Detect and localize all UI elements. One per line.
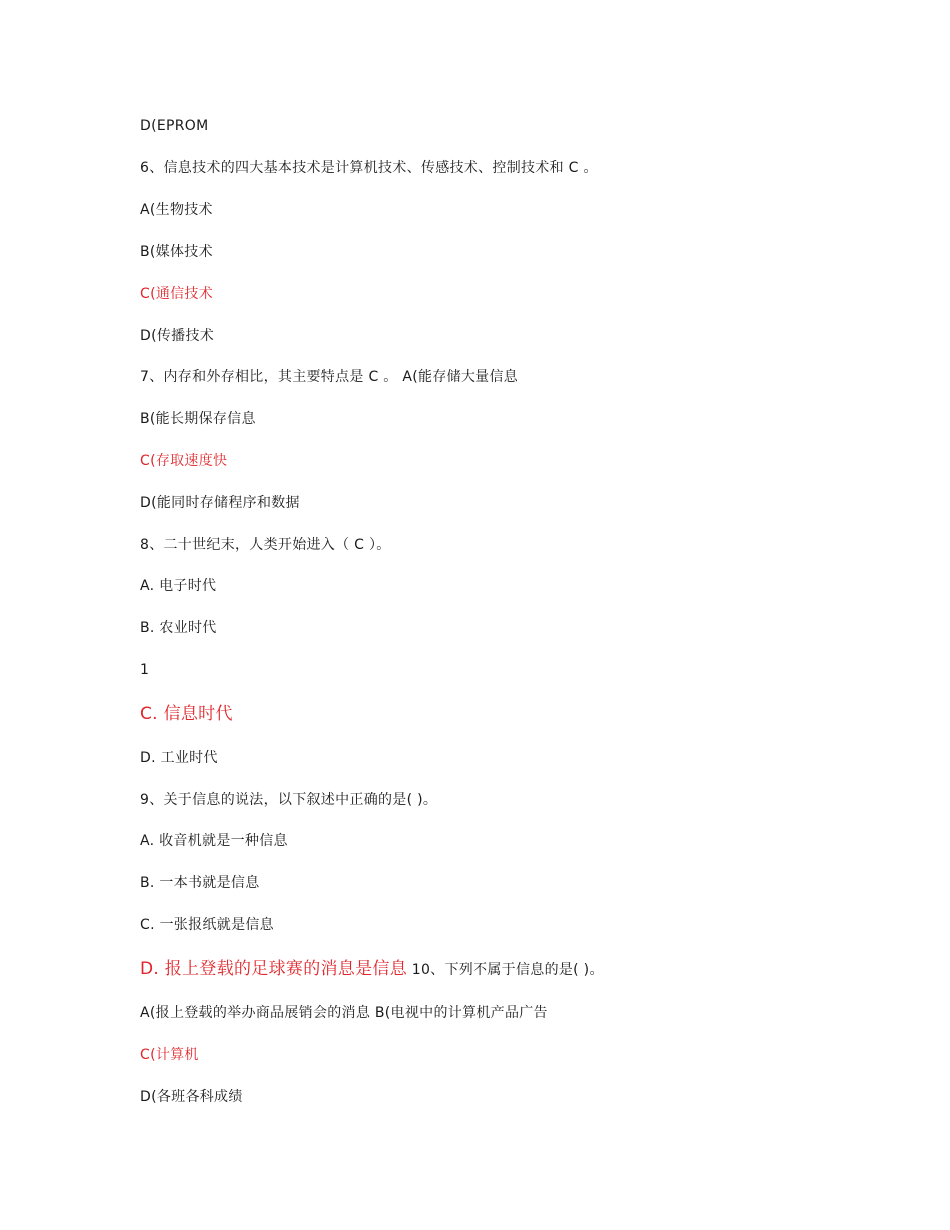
option-a-q8: A. 电子时代 xyxy=(140,578,217,594)
question-8: 8、二十世纪末，人类开始进入（ C ）。 xyxy=(140,537,391,553)
option-d-q5: D(EPROM xyxy=(140,118,209,134)
option-b-q7: B(能长期保存信息 xyxy=(140,411,256,427)
option-b-q6: B(媒体技术 xyxy=(140,244,213,260)
option-c-q7-answer: C(存取速度快 xyxy=(140,453,228,469)
option-b-q8: B. 农业时代 xyxy=(140,620,217,636)
question-6: 6、信息技术的四大基本技术是计算机技术、传感技术、控制技术和 C 。 xyxy=(140,160,598,176)
option-d-q9-answer: D. 报上登载的足球赛的消息是信息 xyxy=(140,959,407,979)
option-b-q9: B. 一本书就是信息 xyxy=(140,875,260,891)
option-d-q10: D(各班各科成绩 xyxy=(140,1089,243,1105)
option-a-q9: A. 收音机就是一种信息 xyxy=(140,833,288,849)
option-c-q8-answer: C. 信息时代 xyxy=(140,704,233,724)
option-ab-q10: A(报上登载的举办商品展销会的消息 B(电视中的计算机产品广告 xyxy=(140,1005,548,1021)
question-9: 9、关于信息的说法，以下叙述中正确的是( )。 xyxy=(140,792,438,808)
question-10-line xyxy=(140,958,604,980)
option-c-q6-answer: C(通信技术 xyxy=(140,286,214,302)
option-c-q9: C. 一张报纸就是信息 xyxy=(140,917,274,933)
question-10: 10、下列不属于信息的是( )。 xyxy=(407,962,604,978)
option-c-q10-answer: C(计算机 xyxy=(140,1047,199,1063)
option-d-q6: D(传播技术 xyxy=(140,328,215,344)
question-7: 7、内存和外存相比，其主要特点是 C 。 A(能存储大量信息 xyxy=(140,369,519,385)
option-d-q8: D. 工业时代 xyxy=(140,750,218,766)
page-number: 1 xyxy=(140,662,150,678)
option-a-q6: A(生物技术 xyxy=(140,202,213,218)
option-d-q7: D(能同时存储程序和数据 xyxy=(140,495,300,511)
